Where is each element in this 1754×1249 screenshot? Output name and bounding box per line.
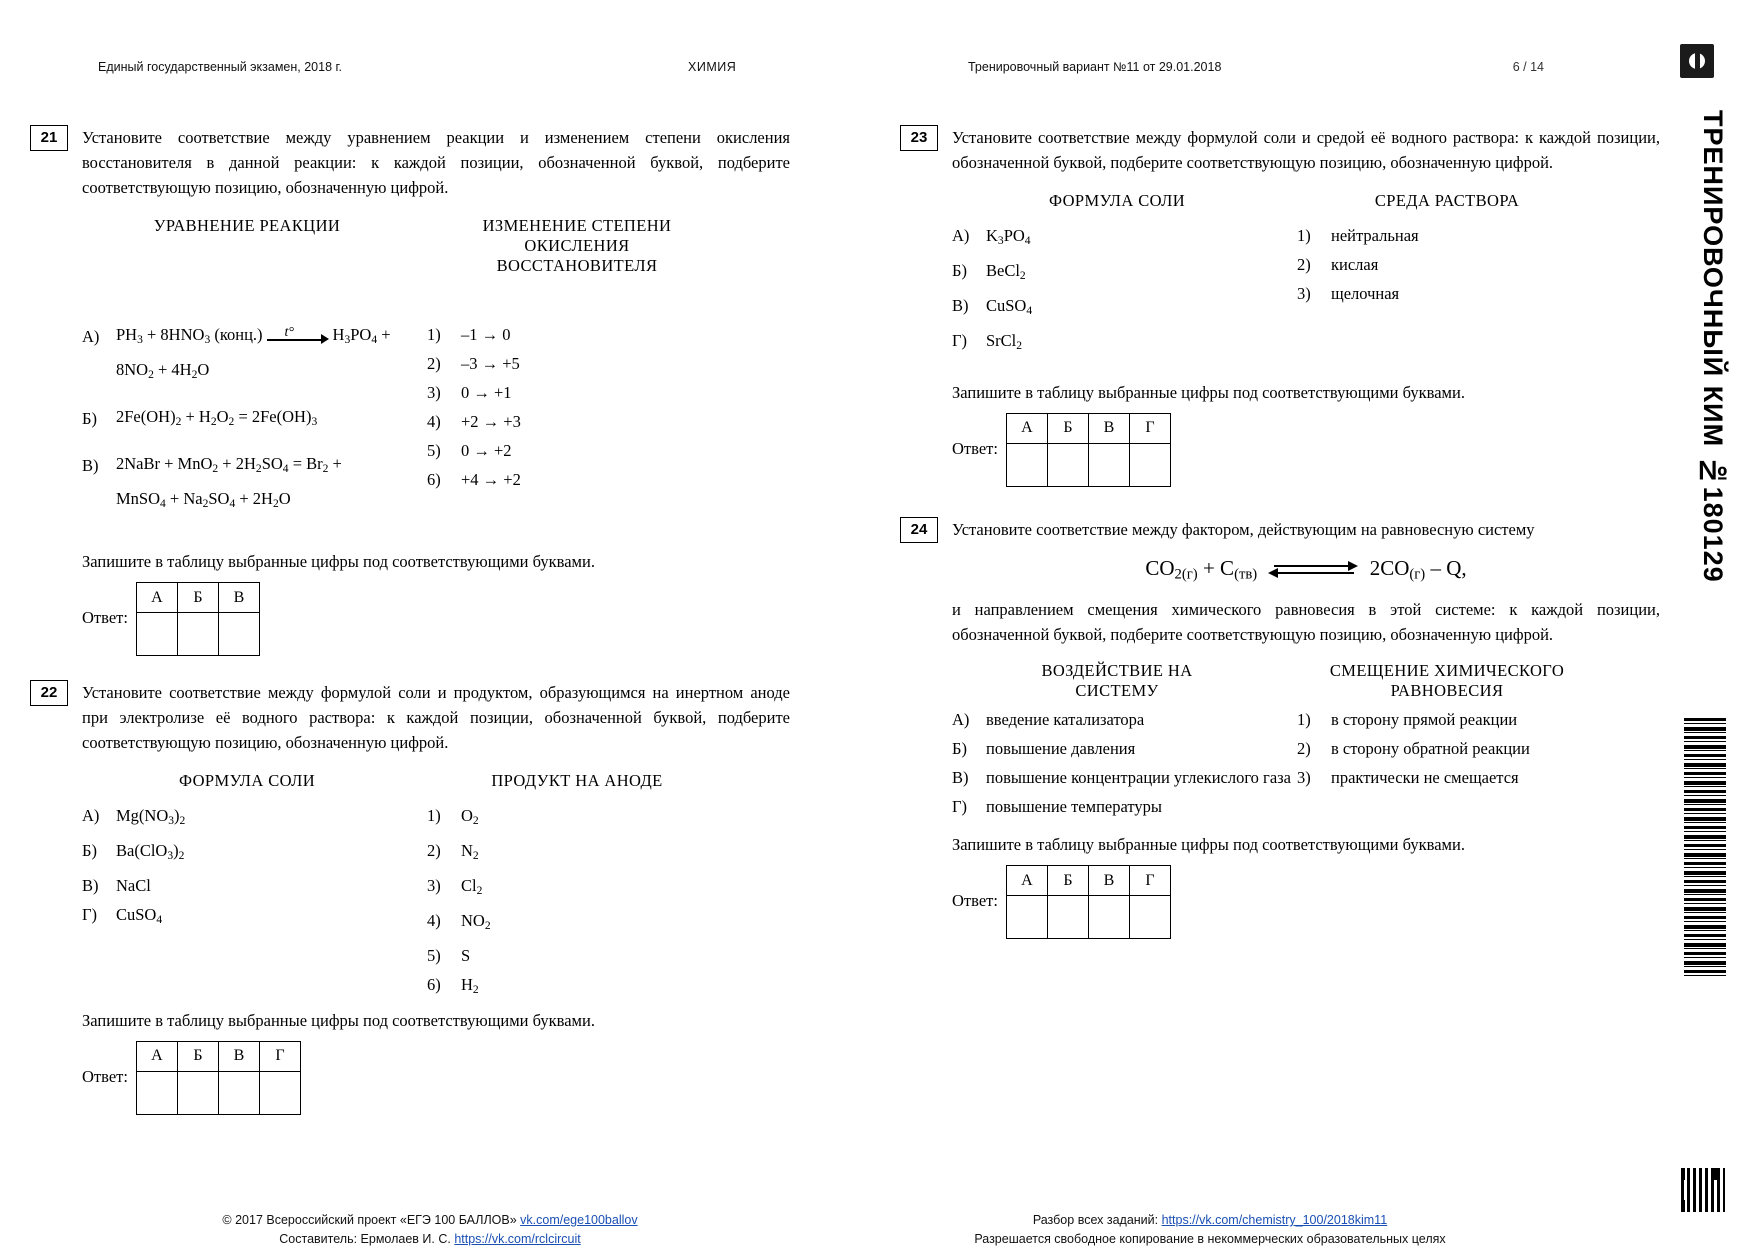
header-anode-product: ПРОДУКТ НА АНОДЕ <box>491 771 663 791</box>
list-item <box>427 970 757 1005</box>
option-label: 2) <box>427 841 441 861</box>
answer-cell[interactable] <box>177 1071 218 1114</box>
task-number: 21 <box>30 125 68 151</box>
option-value: в сторону обратной реакции <box>1331 739 1530 759</box>
list-item-cont: MnSO$_4$ + $Na_2SO_4 + 2H_2O$ <box>116 488 291 510</box>
task-24 <box>900 517 1660 940</box>
option-value: +4 → +2 <box>461 470 521 489</box>
option-label: 1) <box>427 325 441 344</box>
answer-cell[interactable] <box>259 1071 300 1114</box>
header-salt-formula: ФОРМУЛА СОЛИ <box>178 771 316 791</box>
option-value: $Ba(ClO_3)_2$ <box>116 841 185 863</box>
list-item <box>952 256 1297 291</box>
list-item-cont: $8NO_2 + 4H_2O$ <box>116 359 210 381</box>
task-number: 24 <box>900 517 938 543</box>
task-statement: Установите соответствие между уравнением реакции и изменением степени окисления восстановителя в данной реакции: к каждой позиции, обозначенной буквой, подберите соответствующую позицию, обозначенную цифрой. <box>82 128 790 197</box>
answer-col-header: Г <box>1129 413 1170 443</box>
answer-block <box>82 582 790 656</box>
footer-license: Разрешается свободное копирование в некоммерческих образовательных целях <box>974 1232 1446 1246</box>
option-label: В) <box>82 876 99 896</box>
list-item <box>952 221 1297 256</box>
list-item <box>82 871 427 900</box>
header-impact-1: ВОЗДЕЙСТВИЕ НА <box>1041 661 1193 681</box>
option-label: 2) <box>1297 255 1311 274</box>
option-value: SrCl$_2$ <box>986 330 1023 352</box>
task-number: 23 <box>900 125 938 151</box>
option-label: Б) <box>952 739 967 759</box>
option-value: повышение давления <box>986 739 1136 759</box>
option-value: повышение концентрации углекислого газа <box>986 768 1291 788</box>
list-item <box>952 326 1297 361</box>
option-value: повышение температуры <box>986 797 1162 817</box>
list-item <box>427 836 757 871</box>
option-value: $K_3PO_4$ <box>986 226 1031 247</box>
list-item: Б) $2Fe(OH)_2 + H_2O_2 = 2Fe(OH)_3$ <box>82 406 318 429</box>
answer-cell[interactable] <box>1047 896 1088 939</box>
option-value: нейтральная <box>1331 226 1419 245</box>
logo-icon <box>1680 44 1714 78</box>
answer-col-header: А <box>136 1041 177 1071</box>
option-label: 1) <box>427 806 441 826</box>
list-item <box>427 941 757 970</box>
task-note: Запишите в таблицу выбранные цифры под соответствующими буквами. <box>952 382 1465 402</box>
answer-col-header: А <box>1006 866 1047 896</box>
option-value: +2 → +3 <box>461 412 521 431</box>
footer-left <box>180 1211 680 1249</box>
footer-link-ege100ballov[interactable]: vk.com/ege100ballov <box>520 1213 638 1227</box>
option-value: –1 → 0 <box>461 325 511 344</box>
answer-col-header: Г <box>1129 866 1170 896</box>
header-exam-title: Единый государственный экзамен, 2018 г. <box>98 60 343 74</box>
task-statement: Установите соответствие между формулой соли и продуктом, образующимся на инертном аноде при электролизе её водного раствора: к каждой позиции, обозначенной буквой, подберите соответствующую позицию, обозначенную цифрой. <box>82 683 790 753</box>
task-21-pairs <box>82 286 790 518</box>
answer-cell[interactable] <box>1129 896 1170 939</box>
task-statement: Установите соответствие между формулой соли и средой её водного раствора: к каждой позиции, обозначенной буквой, подберите соответствующую позицию, обозначенную цифрой. <box>952 128 1660 172</box>
option-label: 4) <box>427 911 441 930</box>
answer-col-header: В <box>218 1041 259 1071</box>
header-page-number: 6 / 14 <box>1512 60 1544 74</box>
option-value: BeCl$_2$ <box>986 260 1026 282</box>
task-note: Запишите в таблицу выбранные цифры под соответствующими буквами. <box>82 552 595 572</box>
list-item <box>427 801 757 836</box>
answer-table[interactable] <box>136 1041 301 1115</box>
footer-right <box>900 1211 1520 1249</box>
answer-col-header: Б <box>1047 866 1088 896</box>
answer-cell[interactable] <box>1088 896 1129 939</box>
answer-col-header: А <box>136 583 177 613</box>
list-item <box>427 871 757 906</box>
answer-label: Ответ: <box>82 608 128 628</box>
page-header <box>98 60 1694 80</box>
answer-cell[interactable] <box>218 613 259 656</box>
equilibrium-equation: $CO_{2(г)} + C_{(тв)}$ $2CO_{(г)}$ – Q, <box>1145 555 1467 583</box>
left-column <box>30 125 790 1133</box>
option-label: В) <box>952 295 969 315</box>
option-value: 0 → +1 <box>461 383 512 402</box>
answer-col-header: Б <box>1047 413 1088 443</box>
option-label: А) <box>952 710 970 730</box>
option-value: S <box>461 945 471 965</box>
side-title: ТРЕНИРОВОЧНЫЙ КИМ №180129 <box>1698 110 1728 583</box>
reaction-arrow-icon: t° <box>267 327 329 347</box>
option-value: введение катализатора <box>986 710 1145 730</box>
footer-link-author[interactable]: https://vk.com/rclcircuit <box>454 1232 581 1246</box>
option-label: 5) <box>427 441 441 460</box>
option-value: кислая <box>1331 255 1379 274</box>
option-label: 5) <box>427 945 441 965</box>
answer-block <box>952 413 1660 487</box>
list-item <box>1297 250 1627 279</box>
answer-cell[interactable] <box>1088 443 1129 486</box>
answer-col-header: В <box>218 583 259 613</box>
answer-block <box>952 865 1660 939</box>
list-item <box>952 792 1297 821</box>
option-value: NaCl <box>116 876 151 896</box>
answer-label: Ответ: <box>952 438 998 458</box>
option-label: Г) <box>952 330 968 350</box>
task-statement-2: и направлением смещения химического равновесия в этой системе: к каждой позиции, обозначенной буквой, подберите соответствующую позицию, обозначенную цифрой. <box>952 600 1660 645</box>
option-label: 2) <box>1297 739 1311 759</box>
header-change-3: ВОССТАНОВИТЕЛЯ <box>496 256 658 275</box>
option-value: $Cl_2$ <box>461 876 483 897</box>
list-item <box>427 465 757 494</box>
option-label: 3) <box>1297 284 1311 303</box>
list-item <box>427 349 757 378</box>
list-item <box>1297 763 1627 792</box>
list-item <box>82 836 427 871</box>
header-variant: Тренировочный вариант №11 от 29.01.2018 <box>968 60 1222 74</box>
option-label: Г) <box>952 797 968 817</box>
task-22-headers <box>82 771 790 791</box>
list-item <box>952 291 1297 326</box>
header-shift-1: СМЕЩЕНИЕ ХИМИЧЕСКОГО <box>1329 661 1565 681</box>
barcode <box>1684 718 1726 978</box>
header-solution-medium: СРЕДА РАСТВОРА <box>1374 191 1520 210</box>
footer-author: Составитель: Ермолаев И. С. <box>279 1232 455 1246</box>
header-impact-2: СИСТЕМУ <box>1075 681 1159 701</box>
option-label: 3) <box>427 876 441 896</box>
answer-cell[interactable] <box>136 1071 177 1114</box>
header-subject: ХИМИЯ <box>688 60 737 74</box>
answer-table[interactable] <box>1006 865 1171 939</box>
footer-copyright: © 2017 Всероссийский проект «ЕГЭ 100 БАЛЛОВ» <box>222 1213 521 1227</box>
task-24-headers <box>952 661 1660 701</box>
answer-table[interactable] <box>136 582 260 656</box>
list-item <box>952 705 1297 734</box>
option-value: практически не смещается <box>1331 768 1519 788</box>
option-value: в сторону прямой реакции <box>1331 710 1518 730</box>
answer-cell[interactable] <box>1006 443 1047 486</box>
right-column <box>900 125 1660 957</box>
task-21 <box>30 125 790 656</box>
task-note: Запишите в таблицу выбранные цифры под соответствующими буквами. <box>82 1010 595 1030</box>
list-item <box>427 436 757 465</box>
list-item <box>1297 734 1627 763</box>
task-number: 22 <box>30 680 68 706</box>
list-item <box>1297 279 1627 308</box>
option-label: Г) <box>82 905 98 925</box>
answer-col-header: А <box>1006 413 1047 443</box>
option-label: Б) <box>82 841 97 861</box>
header-salt-formula: ФОРМУЛА СОЛИ <box>1048 191 1186 210</box>
footer-link-solutions[interactable]: https://vk.com/chemistry_100/2018kim11 <box>1161 1213 1388 1227</box>
answer-col-header: Б <box>177 1041 218 1071</box>
option-value: щелочная <box>1331 284 1400 303</box>
list-item <box>1297 221 1627 250</box>
answer-block <box>82 1041 790 1115</box>
header-equation: УРАВНЕНИЕ РЕАКЦИИ <box>153 216 341 235</box>
option-value: $O_2$ <box>461 806 479 828</box>
list-item <box>427 906 757 941</box>
header-change-1: ИЗМЕНЕНИЕ СТЕПЕНИ <box>482 216 672 235</box>
answer-table[interactable] <box>1006 413 1171 487</box>
list-item <box>427 407 757 436</box>
answer-col-header: Г <box>259 1041 300 1071</box>
option-label: Б) <box>952 260 967 280</box>
option-label: В) <box>952 768 969 788</box>
task-statement: Установите соответствие между фактором, действующим на равновесную систему <box>952 519 1535 539</box>
list-item <box>82 801 427 836</box>
answer-label: Ответ: <box>952 891 998 911</box>
header-change-2: ОКИСЛЕНИЯ <box>524 236 630 255</box>
task-22 <box>30 680 790 1114</box>
option-value: 0 → +2 <box>461 441 512 460</box>
equilibrium-arrow-icon <box>1268 561 1358 579</box>
option-label: 1) <box>1297 226 1311 245</box>
task-23-pairs <box>952 221 1660 361</box>
answer-cell[interactable] <box>136 613 177 656</box>
option-label: 3) <box>427 383 441 402</box>
answer-label: Ответ: <box>82 1066 128 1086</box>
list-item: А) $PH_3 + 8HNO_3$ (конц.) t° $H_3PO_4$ + <box>82 325 391 347</box>
option-label: 3) <box>1297 768 1311 788</box>
option-label: А) <box>952 226 970 245</box>
option-label: 4) <box>427 412 441 431</box>
option-value: CuSO$_4$ <box>116 905 163 926</box>
task-note: Запишите в таблицу выбранные цифры под соответствующими буквами. <box>952 835 1465 855</box>
answer-cell[interactable] <box>1129 443 1170 486</box>
option-label: 6) <box>427 470 441 489</box>
answer-col-header: В <box>1088 413 1129 443</box>
list-item <box>82 900 427 935</box>
list-item: В) 2NaBr + $MnO_2 + 2H_2SO_4 = Br_2$ + <box>82 453 342 476</box>
task-23-headers <box>952 191 1660 211</box>
option-value: –3 → +5 <box>461 354 520 373</box>
footer-solutions-label: Разбор всех заданий: <box>1032 1213 1162 1227</box>
task-23 <box>900 125 1660 487</box>
qr-code-icon <box>1680 1167 1726 1213</box>
header-shift-2: РАВНОВЕСИЯ <box>1390 681 1504 701</box>
option-value: $N_2$ <box>461 841 479 863</box>
task-24-pairs <box>952 705 1660 821</box>
option-label: А) <box>82 806 100 826</box>
answer-col-header: В <box>1088 866 1129 896</box>
list-item <box>427 320 757 349</box>
answer-cell[interactable] <box>1006 896 1047 939</box>
option-label: 2) <box>427 354 441 373</box>
option-value: $Mg(NO_3)_2$ <box>116 806 186 828</box>
list-item <box>1297 705 1627 734</box>
answer-cell[interactable] <box>1047 443 1088 486</box>
list-item <box>952 763 1297 792</box>
option-value: $H_2$ <box>461 974 479 996</box>
answer-col-header: Б <box>177 583 218 613</box>
option-label: 1) <box>1297 710 1311 730</box>
answer-cell[interactable] <box>218 1071 259 1114</box>
option-label: 6) <box>427 974 441 994</box>
list-item <box>952 734 1297 763</box>
answer-cell[interactable] <box>177 613 218 656</box>
option-value: $NO_2$ <box>461 911 491 932</box>
option-value: CuSO$_4$ <box>986 295 1033 317</box>
task-21-headers <box>82 216 790 276</box>
list-item <box>427 378 757 407</box>
task-22-pairs <box>82 801 790 1004</box>
